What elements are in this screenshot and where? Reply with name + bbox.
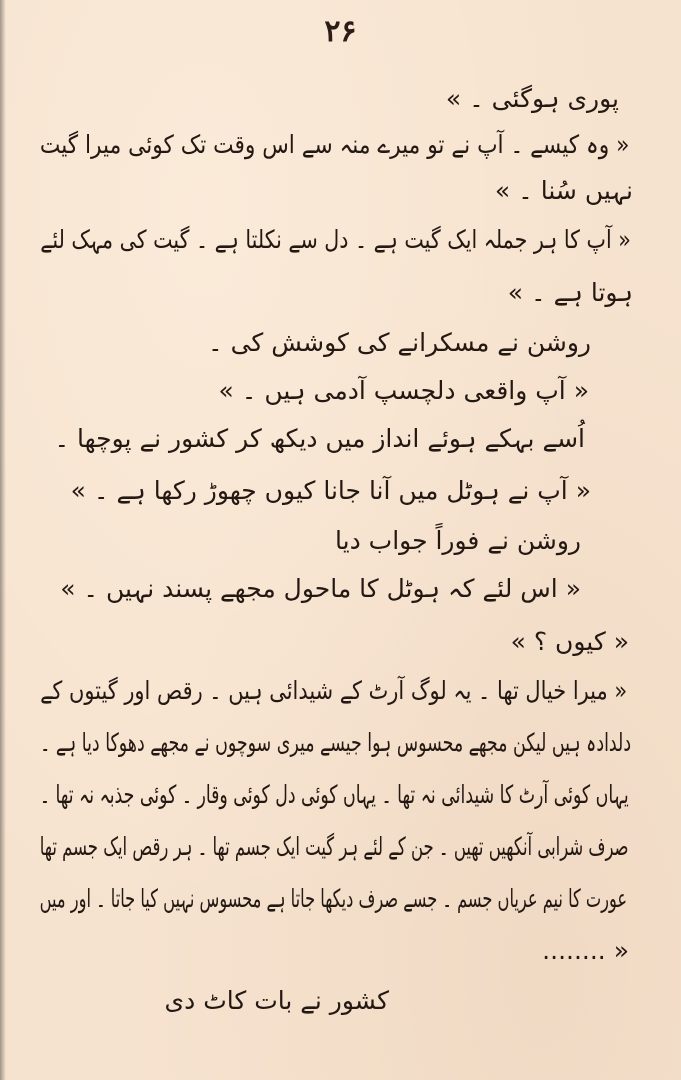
text-line: « آپ واقعی دلچسپ آدمی ہیں ۔ » <box>218 376 589 405</box>
text-line: نہیں سُنا ۔ » <box>494 176 633 205</box>
text-line: « اس لئے کہ ہوٹل کا ماحول مجھے پسند نہیں ۔ » <box>60 574 581 603</box>
text-line: دلدادہ ہیں لیکن مجھے محسوس ہوا جیسے میری سوچوں نے مجھے دھوکا دیا ہے ۔ <box>40 728 631 757</box>
text-line: اُسے بہکے ہوئے انداز میں دیکھ کر کشور نے پوچھا ۔ <box>54 424 585 453</box>
text-line: « کیوں ؟ » <box>510 627 629 656</box>
page-number: ۲۶ <box>324 14 357 49</box>
text-line: صرف شرابی آنکھیں تھیں ۔ جن کے لئے ہر گیت ایک جسم تھا ۔ ہر رقص ایک جسم تھا <box>40 832 629 861</box>
text-line: روشن نے فوراً جواب دیا <box>335 526 581 555</box>
text-line: پوری ہوگئی ۔ » <box>445 84 619 113</box>
text-line: « وہ کیسے ۔ آپ نے تو میرے منہ سے اس وقت تک کوئی میرا گیت <box>39 130 629 159</box>
text-line: « میرا خیال تھا ۔ یہ لوگ آرٹ کے شیدائی ہیں ۔ رقص اور گیتوں کے <box>40 676 627 705</box>
text-line: ........ » <box>542 936 629 965</box>
page-binding-shadow <box>0 0 6 1080</box>
text-line: روشن نے مسکرانے کی کوشش کی ۔ <box>207 328 591 357</box>
text-line: ہوتا ہے ۔ » <box>507 278 633 307</box>
text-line: « آپ نے ہوٹل میں آنا جانا کیوں چھوڑ رکھا ہے ۔ » <box>70 476 591 505</box>
text-line: « آپ کا ہر جملہ ایک گیت ہے ۔ دل سے نکلتا ہے ۔ گیت کی مہک لئے <box>40 225 631 254</box>
text-line: یہاں کوئی آرٹ کا شیدائی نہ تھا ۔ یہاں کوئی دل کوئی وقار ۔ کوئی جذبہ نہ تھا ۔ <box>40 780 629 809</box>
text-line: کشور نے بات کاٹ دی <box>164 986 389 1015</box>
text-line: عورت کا نیم عریاں جسم ۔ جسے صرف دیکھا جاتا ہے محسوس نہیں کیا جاتا ۔ اور میں <box>39 884 627 913</box>
